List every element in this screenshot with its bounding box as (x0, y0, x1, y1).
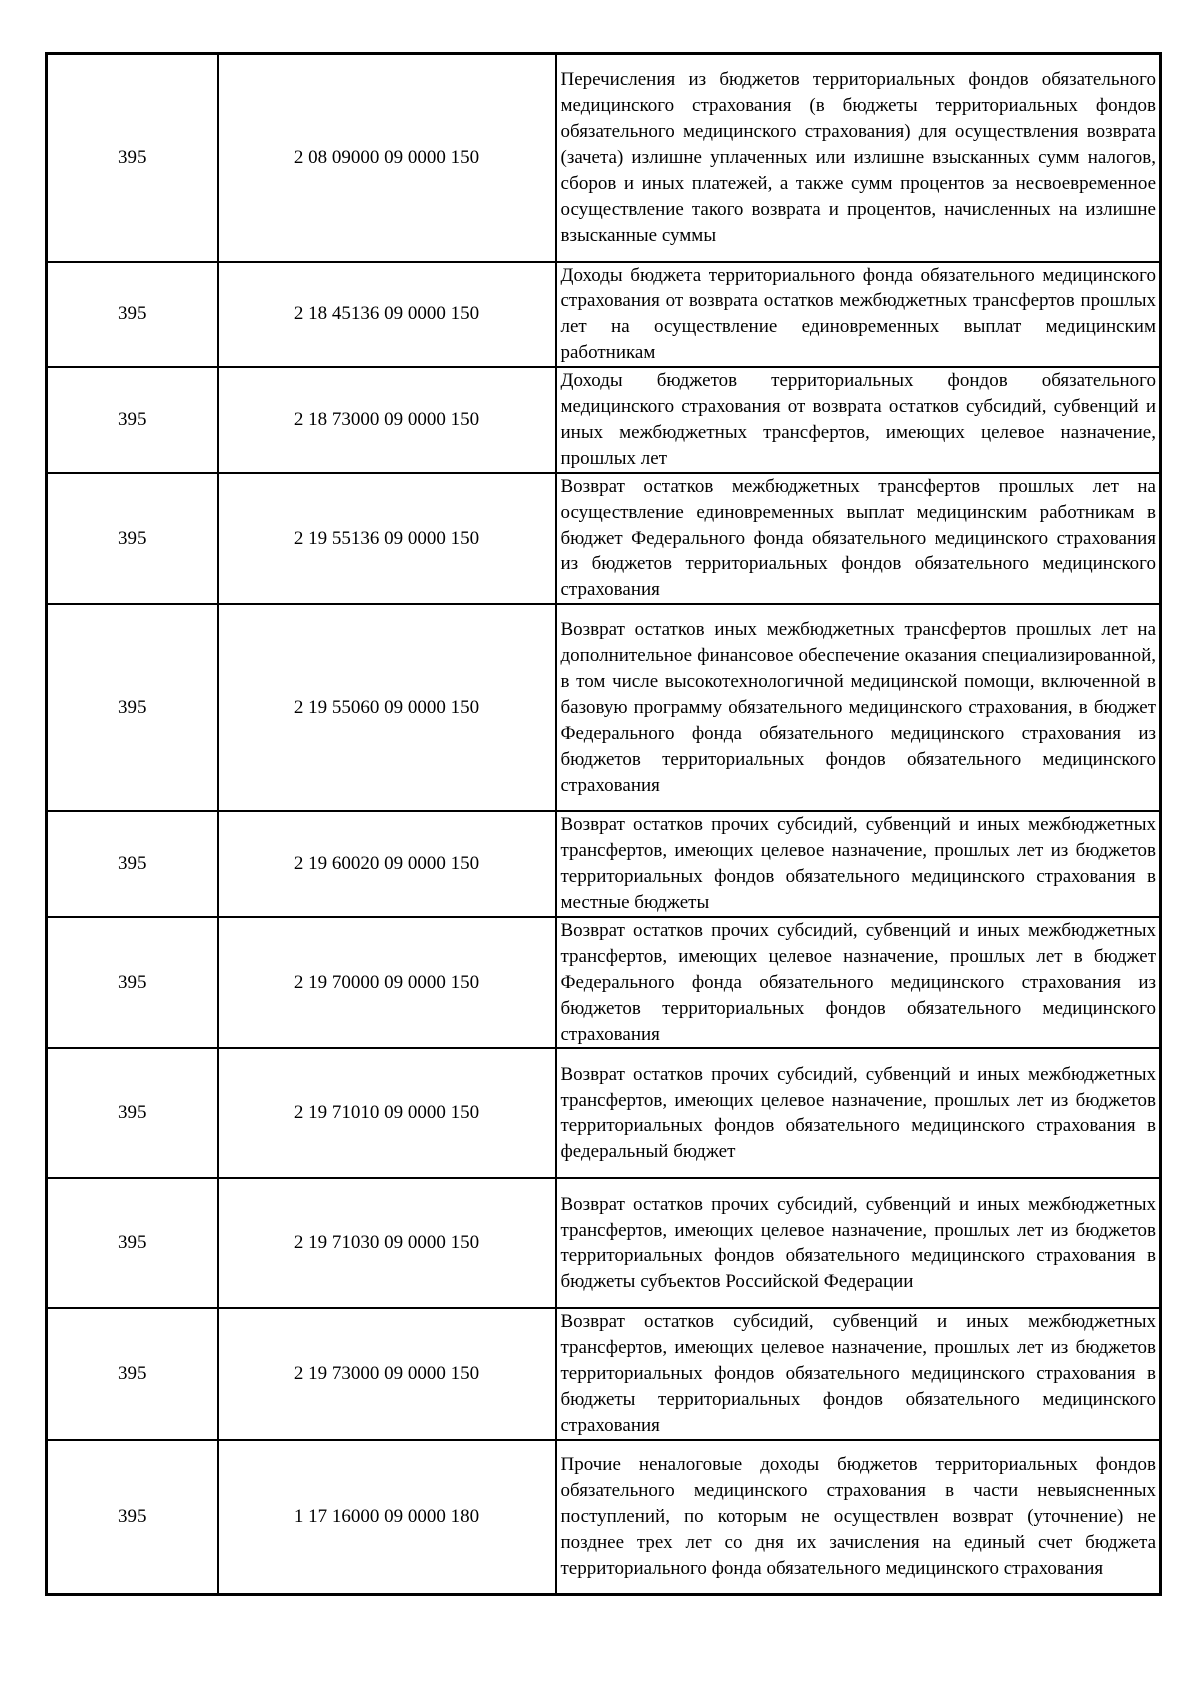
description-cell: Перечисления из бюджетов территориальных фондов обязательного медицинского страхования (в бюджеты территориальных фондов обязательного медицинского страхования) для осуществления возврата (зачета) излишне уплаченных или излишне взысканных сумм налогов, сборов и иных платежей, а также сумм процентов за несвоевременное осуществление такого возврата и процентов, начисленных на излишне взысканные суммы (556, 54, 1161, 262)
admin-code-cell: 395 (47, 473, 218, 605)
description-cell: Возврат остатков прочих субсидий, субвенций и иных межбюджетных трансфертов, имеющих целевое назначение, прошлых лет из бюджетов территориальных фондов обязательного медицинского страхования в бюджеты субъектов Российской Федерации (556, 1178, 1161, 1308)
table-row (47, 604, 1161, 811)
admin-code-cell: 395 (47, 1440, 218, 1595)
table-row (47, 367, 1161, 473)
admin-code-cell: 395 (47, 917, 218, 1049)
table-row (47, 54, 1161, 262)
admin-code-cell: 395 (47, 811, 218, 917)
description-cell: Возврат остатков межбюджетных трансфертов прошлых лет на осуществление единовременных выплат медицинским работникам в бюджет Федерального фонда обязательного медицинского страхования из бюджетов территориальных фондов обязательного медицинского страхования (556, 473, 1161, 605)
admin-code-cell: 395 (47, 1178, 218, 1308)
budget-code-cell: 2 19 71010 09 0000 150 (218, 1048, 556, 1178)
table-row (47, 1440, 1161, 1595)
admin-code-cell: 395 (47, 1048, 218, 1178)
budget-code-cell: 2 19 70000 09 0000 150 (218, 917, 556, 1049)
admin-code-cell: 395 (47, 367, 218, 473)
table-row (47, 811, 1161, 917)
budget-code-cell: 2 19 60020 09 0000 150 (218, 811, 556, 917)
budget-code-cell: 2 19 55136 09 0000 150 (218, 473, 556, 605)
description-cell: Возврат остатков прочих субсидий, субвенций и иных межбюджетных трансфертов, имеющих целевое назначение, прошлых лет в бюджет Федерального фонда обязательного медицинского страхования из бюджетов территориальных фондов обязательного медицинского страхования (556, 917, 1161, 1049)
admin-code-cell: 395 (47, 1308, 218, 1440)
budget-code-cell: 2 19 71030 09 0000 150 (218, 1178, 556, 1308)
description-cell: Возврат остатков субсидий, субвенций и иных межбюджетных трансфертов, имеющих целевое назначение, прошлых лет из бюджетов территориальных фондов обязательного медицинского страхования в бюджеты территориальных фондов обязательного медицинского страхования (556, 1308, 1161, 1440)
budget-code-cell: 2 19 73000 09 0000 150 (218, 1308, 556, 1440)
budget-code-cell: 2 18 73000 09 0000 150 (218, 367, 556, 473)
table-row (47, 473, 1161, 605)
table-row (47, 917, 1161, 1049)
description-cell: Возврат остатков прочих субсидий, субвенций и иных межбюджетных трансфертов, имеющих целевое назначение, прошлых лет из бюджетов территориальных фондов обязательного медицинского страхования в местные бюджеты (556, 811, 1161, 917)
budget-code-cell: 2 19 55060 09 0000 150 (218, 604, 556, 811)
table-row (47, 1048, 1161, 1178)
description-cell: Возврат остатков иных межбюджетных трансфертов прошлых лет на дополнительное финансовое обеспечение оказания специализированной, в том числе высокотехнологичной медицинской помощи, включенной в базовую программу обязательного медицинского страхования, в бюджет Федерального фонда обязательного медицинского страхования из бюджетов территориальных фондов обязательного медицинского страхования (556, 604, 1161, 811)
revenue-codes-table (45, 52, 1162, 1596)
table-row (47, 1308, 1161, 1440)
description-cell: Возврат остатков прочих субсидий, субвенций и иных межбюджетных трансфертов, имеющих целевое назначение, прошлых лет из бюджетов территориальных фондов обязательного медицинского страхования в федеральный бюджет (556, 1048, 1161, 1178)
admin-code-cell: 395 (47, 262, 218, 368)
table-row (47, 262, 1161, 368)
description-cell: Прочие неналоговые доходы бюджетов территориальных фондов обязательного медицинского страхования в части невыясненных поступлений, по которым не осуществлен возврат (уточнение) не позднее трех лет со дня их зачисления на единый счет бюджета территориального фонда обязательного медицинского страхования (556, 1440, 1161, 1595)
description-cell: Доходы бюджета территориального фонда обязательного медицинского страхования от возврата остатков межбюджетных трансфертов прошлых лет на осуществление единовременных выплат медицинским работникам (556, 262, 1161, 368)
budget-code-cell: 2 18 45136 09 0000 150 (218, 262, 556, 368)
admin-code-cell: 395 (47, 54, 218, 262)
admin-code-cell: 395 (47, 604, 218, 811)
budget-code-cell: 1 17 16000 09 0000 180 (218, 1440, 556, 1595)
description-cell: Доходы бюджетов территориальных фондов обязательного медицинского страхования от возврата остатков субсидий, субвенций и иных межбюджетных трансфертов, имеющих целевое назначение, прошлых лет (556, 367, 1161, 473)
budget-code-cell: 2 08 09000 09 0000 150 (218, 54, 556, 262)
table-row (47, 1178, 1161, 1308)
